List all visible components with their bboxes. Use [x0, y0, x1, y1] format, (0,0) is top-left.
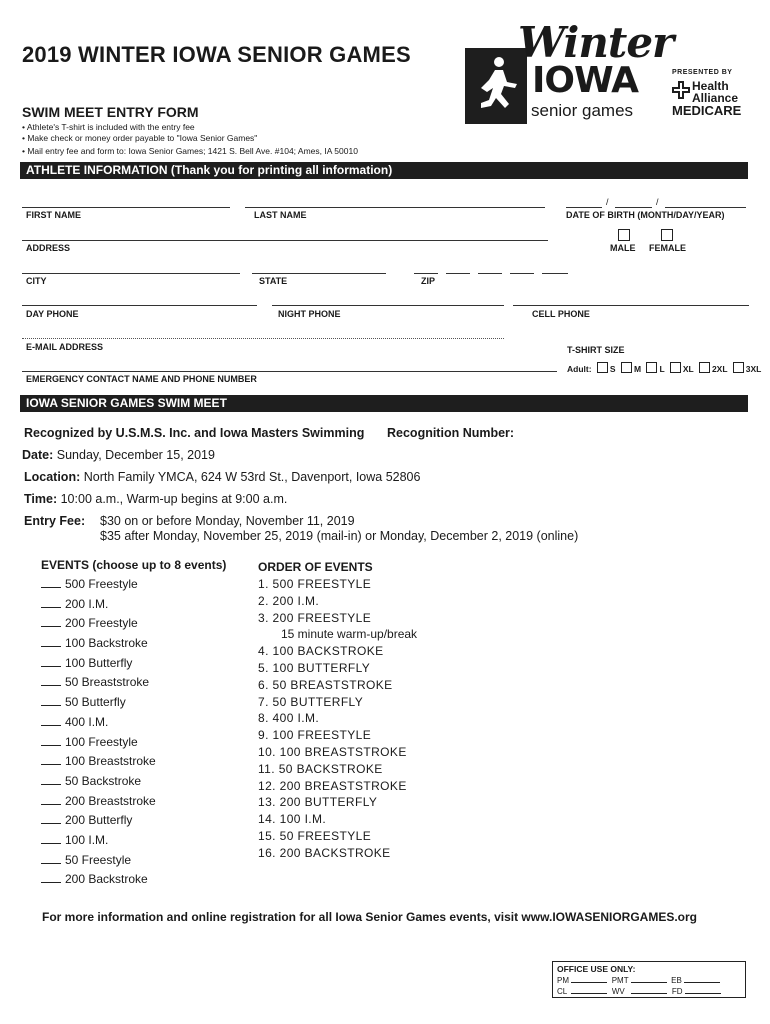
swim-meet-section-header: IOWA SENIOR GAMES SWIM MEET	[20, 395, 748, 412]
logo-iowa-text: IOWA	[532, 60, 638, 101]
event-blank[interactable]	[41, 638, 61, 647]
zip-digit-3[interactable]	[478, 273, 502, 274]
event-blank[interactable]	[41, 796, 61, 805]
event-item[interactable]: 200 I.M.	[41, 597, 156, 617]
sponsor-alliance: Alliance	[692, 91, 739, 105]
bullet-payment: • Make check or money order payable to "Iowa Senior Games"	[22, 133, 258, 143]
time-label: Time:	[24, 492, 58, 506]
presented-by-label: PRESENTED BY	[672, 69, 733, 76]
sponsor-medicare: MEDICARE	[672, 103, 742, 118]
female-checkbox[interactable]	[661, 229, 673, 241]
date-label: Date:	[22, 448, 54, 462]
office-use-box	[552, 961, 746, 998]
office-blank[interactable]	[631, 976, 667, 983]
event-item[interactable]: 100 Backstroke	[41, 636, 156, 656]
athlete-section-header: ATHLETE INFORMATION (Thank you for printing all information)	[20, 162, 748, 179]
logo-winter-text: Winter	[518, 18, 674, 67]
sponsor-health: Health	[692, 79, 729, 93]
office-blank[interactable]	[631, 987, 667, 994]
office-blank[interactable]	[684, 976, 720, 983]
event-item[interactable]: 500 Freestyle	[41, 577, 156, 597]
state-label: STATE	[259, 276, 288, 286]
event-item[interactable]: 200 Freestyle	[41, 616, 156, 636]
order-item: 6. 50 BREASTSTROKE	[258, 677, 393, 692]
size-3xl-checkbox[interactable]	[733, 362, 744, 373]
event-item[interactable]: 100 Breaststroke	[41, 754, 156, 774]
emergency-contact-field[interactable]	[22, 371, 557, 372]
date-value: Sunday, December 15, 2019	[56, 448, 215, 462]
location-row	[24, 470, 420, 484]
order-item: 3. 200 FREESTYLE	[258, 610, 372, 625]
zip-label: ZIP	[421, 276, 436, 286]
events-heading: EVENTS (choose up to 8 events)	[41, 558, 227, 572]
logo-senior-games-text: senior games	[531, 101, 634, 120]
event-item[interactable]: 50 Freestyle	[41, 853, 156, 873]
order-list	[258, 577, 417, 863]
adult-label: Adult:	[567, 364, 592, 374]
event-blank[interactable]	[41, 677, 61, 686]
entry-fee-line2: $35 after Monday, November 25, 2019 (mail-in) or Monday, December 2, 2019 (online)	[100, 529, 579, 543]
bullet-tshirt: • Athlete's T-shirt is included with the entry fee	[22, 122, 195, 132]
recognized-text: Recognized by U.S.M.S. Inc. and Iowa Masters Swimming	[24, 426, 365, 440]
event-item[interactable]: 200 Butterfly	[41, 813, 156, 833]
event-blank[interactable]	[41, 658, 61, 667]
order-item: 8. 400 I.M.	[258, 711, 320, 726]
office-blank[interactable]	[685, 987, 721, 994]
dob-day-field[interactable]	[615, 207, 652, 208]
size-l-checkbox[interactable]	[646, 362, 657, 373]
address-label: ADDRESS	[26, 243, 71, 253]
zip-digit-1[interactable]	[414, 273, 438, 274]
address-field[interactable]	[22, 240, 548, 241]
order-item: 12. 200 BREASTSTROKE	[258, 778, 407, 793]
first-name-field[interactable]	[22, 207, 230, 208]
time-value: 10:00 a.m., Warm-up begins at 9:00 a.m.	[60, 492, 288, 506]
order-item: 11. 50 BACKSTROKE	[258, 761, 383, 776]
size-2xl-checkbox[interactable]	[699, 362, 710, 373]
day-phone-field[interactable]	[22, 305, 257, 306]
order-break-note: 15 minute warm-up/break	[281, 627, 418, 642]
last-name-label: LAST NAME	[254, 210, 307, 220]
order-item: 14. 100 I.M.	[258, 812, 327, 827]
order-item: 5. 100 BUTTERFLY	[258, 660, 371, 675]
office-blank[interactable]	[571, 987, 607, 994]
office-use-title: OFFICE USE ONLY:	[557, 964, 636, 974]
form-subtitle: SWIM MEET ENTRY FORM	[22, 104, 199, 120]
size-m-checkbox[interactable]	[621, 362, 632, 373]
email-label: E-MAIL ADDRESS	[26, 342, 104, 352]
event-blank[interactable]	[41, 835, 61, 844]
female-label: FEMALE	[649, 243, 686, 253]
event-blank[interactable]	[41, 737, 61, 746]
location-value: North Family YMCA, 624 W 53rd St., Davenport, Iowa 52806	[83, 470, 421, 484]
order-item: 13. 200 BUTTERFLY	[258, 795, 378, 810]
event-blank[interactable]	[41, 874, 61, 883]
male-checkbox[interactable]	[618, 229, 630, 241]
order-heading: ORDER OF EVENTS	[258, 560, 373, 574]
event-item[interactable]: 200 Breaststroke	[41, 794, 156, 814]
office-blank[interactable]	[571, 976, 607, 983]
form-title-main: 2019 WINTER IOWA SENIOR GAMES	[22, 42, 411, 67]
day-phone-label: DAY PHONE	[26, 309, 79, 319]
city-field[interactable]	[22, 273, 240, 274]
footer-info: For more information and online registration for all Iowa Senior Games events, visit www.IOWASENIORGAMES.org	[42, 910, 697, 924]
date-row	[22, 448, 215, 462]
night-phone-label: NIGHT PHONE	[278, 309, 341, 319]
size-s-checkbox[interactable]	[597, 362, 608, 373]
entry-fee-label: Entry Fee:	[24, 514, 86, 528]
events-list	[41, 577, 156, 892]
event-blank[interactable]	[41, 618, 61, 627]
city-label: CITY	[26, 276, 47, 286]
order-item: 4. 100 BACKSTROKE	[258, 644, 384, 659]
tshirt-size-label: T-SHIRT SIZE	[567, 345, 625, 355]
event-item[interactable]: 100 Butterfly	[41, 656, 156, 676]
event-item[interactable]: 200 Backstroke	[41, 872, 156, 892]
location-label: Location:	[24, 470, 81, 484]
entry-fee-line1: $30 on or before Monday, November 11, 2019	[100, 514, 355, 528]
zip-digit-4[interactable]	[510, 273, 534, 274]
night-phone-field[interactable]	[272, 305, 504, 306]
email-field[interactable]	[22, 338, 504, 339]
event-blank[interactable]	[41, 717, 61, 726]
first-name-label: FIRST NAME	[26, 210, 81, 220]
order-item: 2. 200 I.M.	[258, 593, 320, 608]
order-item: 9. 100 FREESTYLE	[258, 728, 372, 743]
dob-sep-1: /	[606, 197, 609, 207]
order-item: 10. 100 BREASTSTROKE	[258, 744, 407, 759]
event-blank[interactable]	[41, 855, 61, 864]
time-row	[24, 492, 287, 506]
male-label: MALE	[610, 243, 636, 253]
health-alliance-icon	[672, 81, 690, 99]
order-item: 16. 200 BACKSTROKE	[258, 845, 391, 860]
dob-sep-2: /	[656, 197, 659, 207]
order-item: 15. 50 FREESTYLE	[258, 828, 372, 843]
last-name-field[interactable]	[245, 207, 545, 208]
dob-year-field[interactable]	[665, 207, 746, 208]
office-row-2: CL WV FD	[557, 986, 741, 997]
zip-digit-5[interactable]	[542, 273, 568, 274]
event-item[interactable]: 100 Freestyle	[41, 735, 156, 755]
size-xl-checkbox[interactable]	[670, 362, 681, 373]
event-item[interactable]: 50 Butterfly	[41, 695, 156, 715]
event-blank[interactable]	[41, 815, 61, 824]
cell-phone-label: CELL PHONE	[532, 309, 590, 319]
office-row-1: PM PMT EB	[557, 975, 741, 986]
cell-phone-field[interactable]	[513, 305, 749, 306]
event-blank[interactable]	[41, 756, 61, 765]
event-blank[interactable]	[41, 579, 61, 588]
order-item: 1. 500 FREESTYLE	[258, 577, 372, 591]
event-item[interactable]: 100 I.M.	[41, 833, 156, 853]
tshirt-size-options: Adult: S M L XL 2XL 3XL	[567, 364, 762, 374]
emergency-contact-label: EMERGENCY CONTACT NAME AND PHONE NUMBER	[26, 374, 257, 384]
event-blank[interactable]	[41, 697, 61, 706]
state-field[interactable]	[252, 273, 386, 274]
event-blank[interactable]	[41, 599, 61, 608]
event-item[interactable]: 50 Backstroke	[41, 774, 156, 794]
event-item[interactable]: 50 Breaststroke	[41, 675, 156, 695]
dob-month-field[interactable]	[566, 207, 602, 208]
bullet-mail: • Mail entry fee and form to: Iowa Senior Games; 1421 S. Bell Ave. #104; Ames, IA 50010	[22, 146, 358, 156]
recognition-number-label: Recognition Number:	[387, 426, 515, 440]
dob-label: DATE OF BIRTH (MONTH/DAY/YEAR)	[566, 210, 725, 220]
order-item: 7. 50 BUTTERFLY	[258, 694, 364, 709]
zip-digit-2[interactable]	[446, 273, 470, 274]
event-blank[interactable]	[41, 776, 61, 785]
event-item[interactable]: 400 I.M.	[41, 715, 156, 735]
